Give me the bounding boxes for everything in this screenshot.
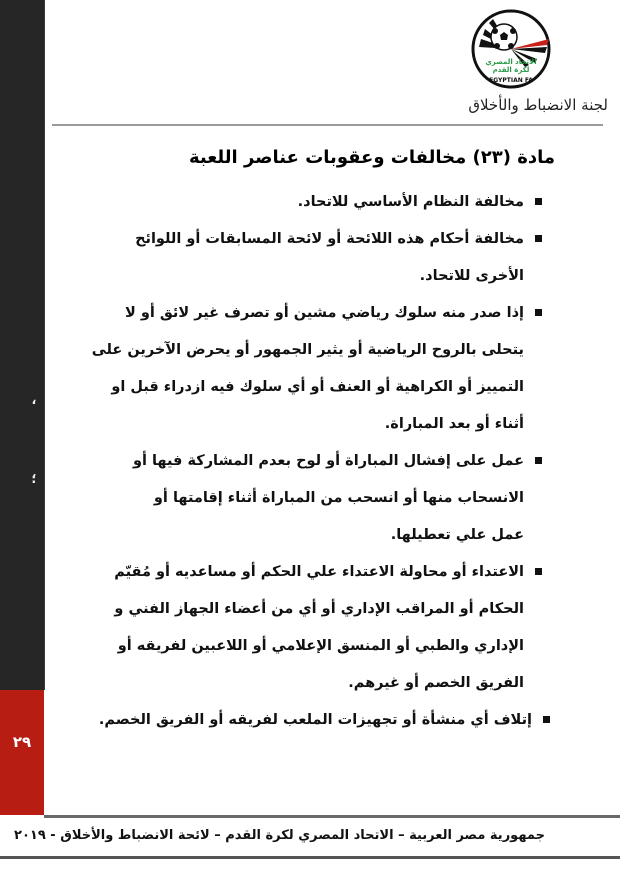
list-item — [72, 443, 542, 554]
list-item — [72, 295, 542, 443]
item-line: أثناء أو بعد المباراة. — [384, 416, 524, 432]
square-bullet-icon — [535, 568, 542, 575]
item-line: إتلاف أي منشأة أو تجهيزات الملعب لفريقه أو الفريق الخصم. — [98, 712, 532, 728]
footer-bottom-rule — [0, 856, 620, 859]
item-line: الفريق الخصم أو غيرهم. — [348, 675, 524, 691]
item-line: الاعتداء أو محاولة الاعتداء علي الحكم أو مساعديه أو مُقيّم — [114, 564, 524, 580]
logo-text-ar-1: الاتحاد المصري — [485, 58, 537, 66]
logo-text-ar-2: لكرة القدم — [492, 66, 530, 74]
list-item — [72, 221, 542, 295]
sidebar-mark: ؛ — [31, 472, 37, 487]
item-line: يتحلى بالروح الرياضية أو يثير الجمهور أو يحرض الآخرين على — [91, 342, 524, 358]
square-bullet-icon — [535, 309, 542, 316]
item-line: مخالفة أحكام هذه اللائحة أو لائحة المسابقات أو اللوائح — [135, 231, 524, 247]
page-number: ٢٩ — [12, 733, 32, 751]
header-divider — [52, 124, 603, 126]
item-line: مخالفة النظام الأساسي للاتحاد. — [297, 194, 524, 210]
item-line: الأخرى للاتحاد. — [419, 268, 524, 284]
sidebar-red-band — [0, 690, 44, 815]
list-item — [72, 702, 550, 739]
article-title: مادة (٢٣) مخالفات وعقوبات عناصر اللعبة — [188, 147, 555, 168]
list-item — [72, 554, 542, 702]
committee-name: لجنة الانضباط والأخلاق — [468, 96, 608, 114]
sidebar-dark-band — [0, 0, 45, 690]
violations-list — [72, 184, 542, 739]
square-bullet-icon — [535, 198, 542, 205]
square-bullet-icon — [543, 716, 550, 723]
item-line: الانسحاب منها أو انسحب من المباراة أثناء إقامتها أو — [153, 490, 524, 506]
item-line: إذا صدر منه سلوك رياضي مشين أو تصرف غير لائق أو لا — [124, 305, 524, 321]
square-bullet-icon — [535, 457, 542, 464]
item-line: الحكام أو المراقب الإداري أو أي من أعضاء الجهاز الفني و — [114, 601, 524, 617]
sidebar-mark: ، — [31, 393, 37, 408]
item-line: التمييز أو الكراهية أو العنف أو أي سلوك فيه ازدراء قبل او — [111, 379, 524, 395]
footer-top-rule — [44, 815, 620, 818]
list-item — [72, 184, 542, 221]
item-line: الإداري والطبي أو المنسق الإعلامي أو اللاعبين لفريقه أو — [117, 638, 524, 654]
footer-text: جمهورية مصر العربية – الاتحاد المصري لكرة القدم – لائحة الانضباط والأخلاق - ٢٠١٩ — [14, 828, 545, 843]
item-line: عمل على إفشال المباراة أو لوح بعدم المشاركة فيها أو — [132, 453, 524, 469]
square-bullet-icon — [535, 235, 542, 242]
egyptian-fa-logo — [471, 9, 551, 89]
item-line: عمل علي تعطيلها. — [390, 527, 524, 543]
logo-text-en: EGYPTIAN FA — [489, 77, 533, 84]
